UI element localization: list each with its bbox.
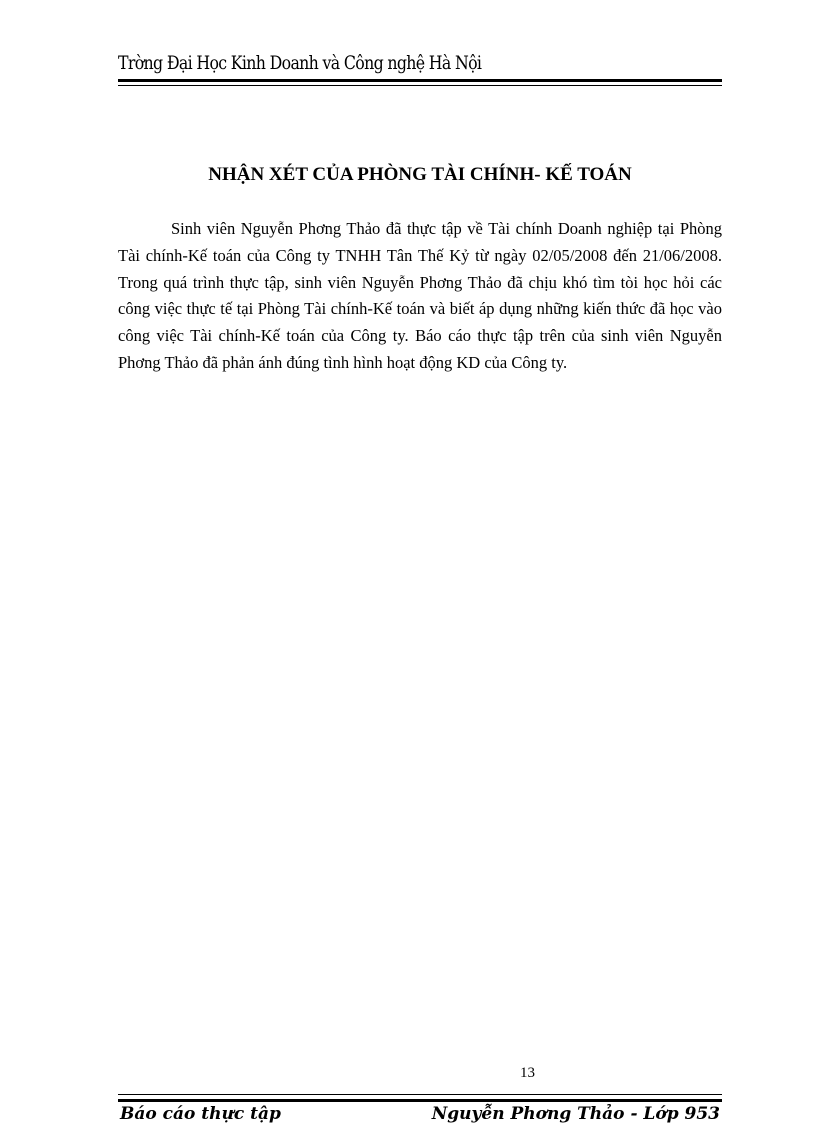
header-rule-thin — [118, 85, 722, 86]
body-paragraph: Sinh viên Nguyễn Phơng Thảo đã thực tập về Tài chính Doanh nghiệp tại Phòng Tài chính-Kế toán của Công ty TNHH Tân Thế Kỷ từ ngày 02/05/2008 đến 21/06/2008. Trong quá trình thực tập, sinh viên Nguyễn Phơng Thảo đã chịu khó tìm tòi học hỏi các công việc thực tế tại Phòng Tài chính-Kế toán và biết áp dụng những kiến thức đã học vào công việc Tài chính-Kế toán của Công ty. Báo cáo thực tập trên của sinh viên Nguyễn Phơng Thảo đã phản ánh đúng tình hình hoạt động KD của Công ty. — [118, 219, 722, 372]
footer-rule-thin — [118, 1094, 722, 1095]
page-number: 13 — [520, 1065, 535, 1081]
page-header: Trờng Đại Học Kinh Doanh và Công nghệ Hà Nội — [118, 52, 482, 74]
footer-rule-thick — [118, 1099, 722, 1102]
header-rule-thick — [118, 79, 722, 82]
footer-report-label: Báo cáo thực tập — [120, 1104, 281, 1124]
document-title: NHẬN XÉT CỦA PHÒNG TÀI CHÍNH- KẾ TOÁN — [208, 164, 632, 185]
footer-author-class: Nguyễn Phơng Thảo - Lớp 953 — [431, 1104, 720, 1124]
